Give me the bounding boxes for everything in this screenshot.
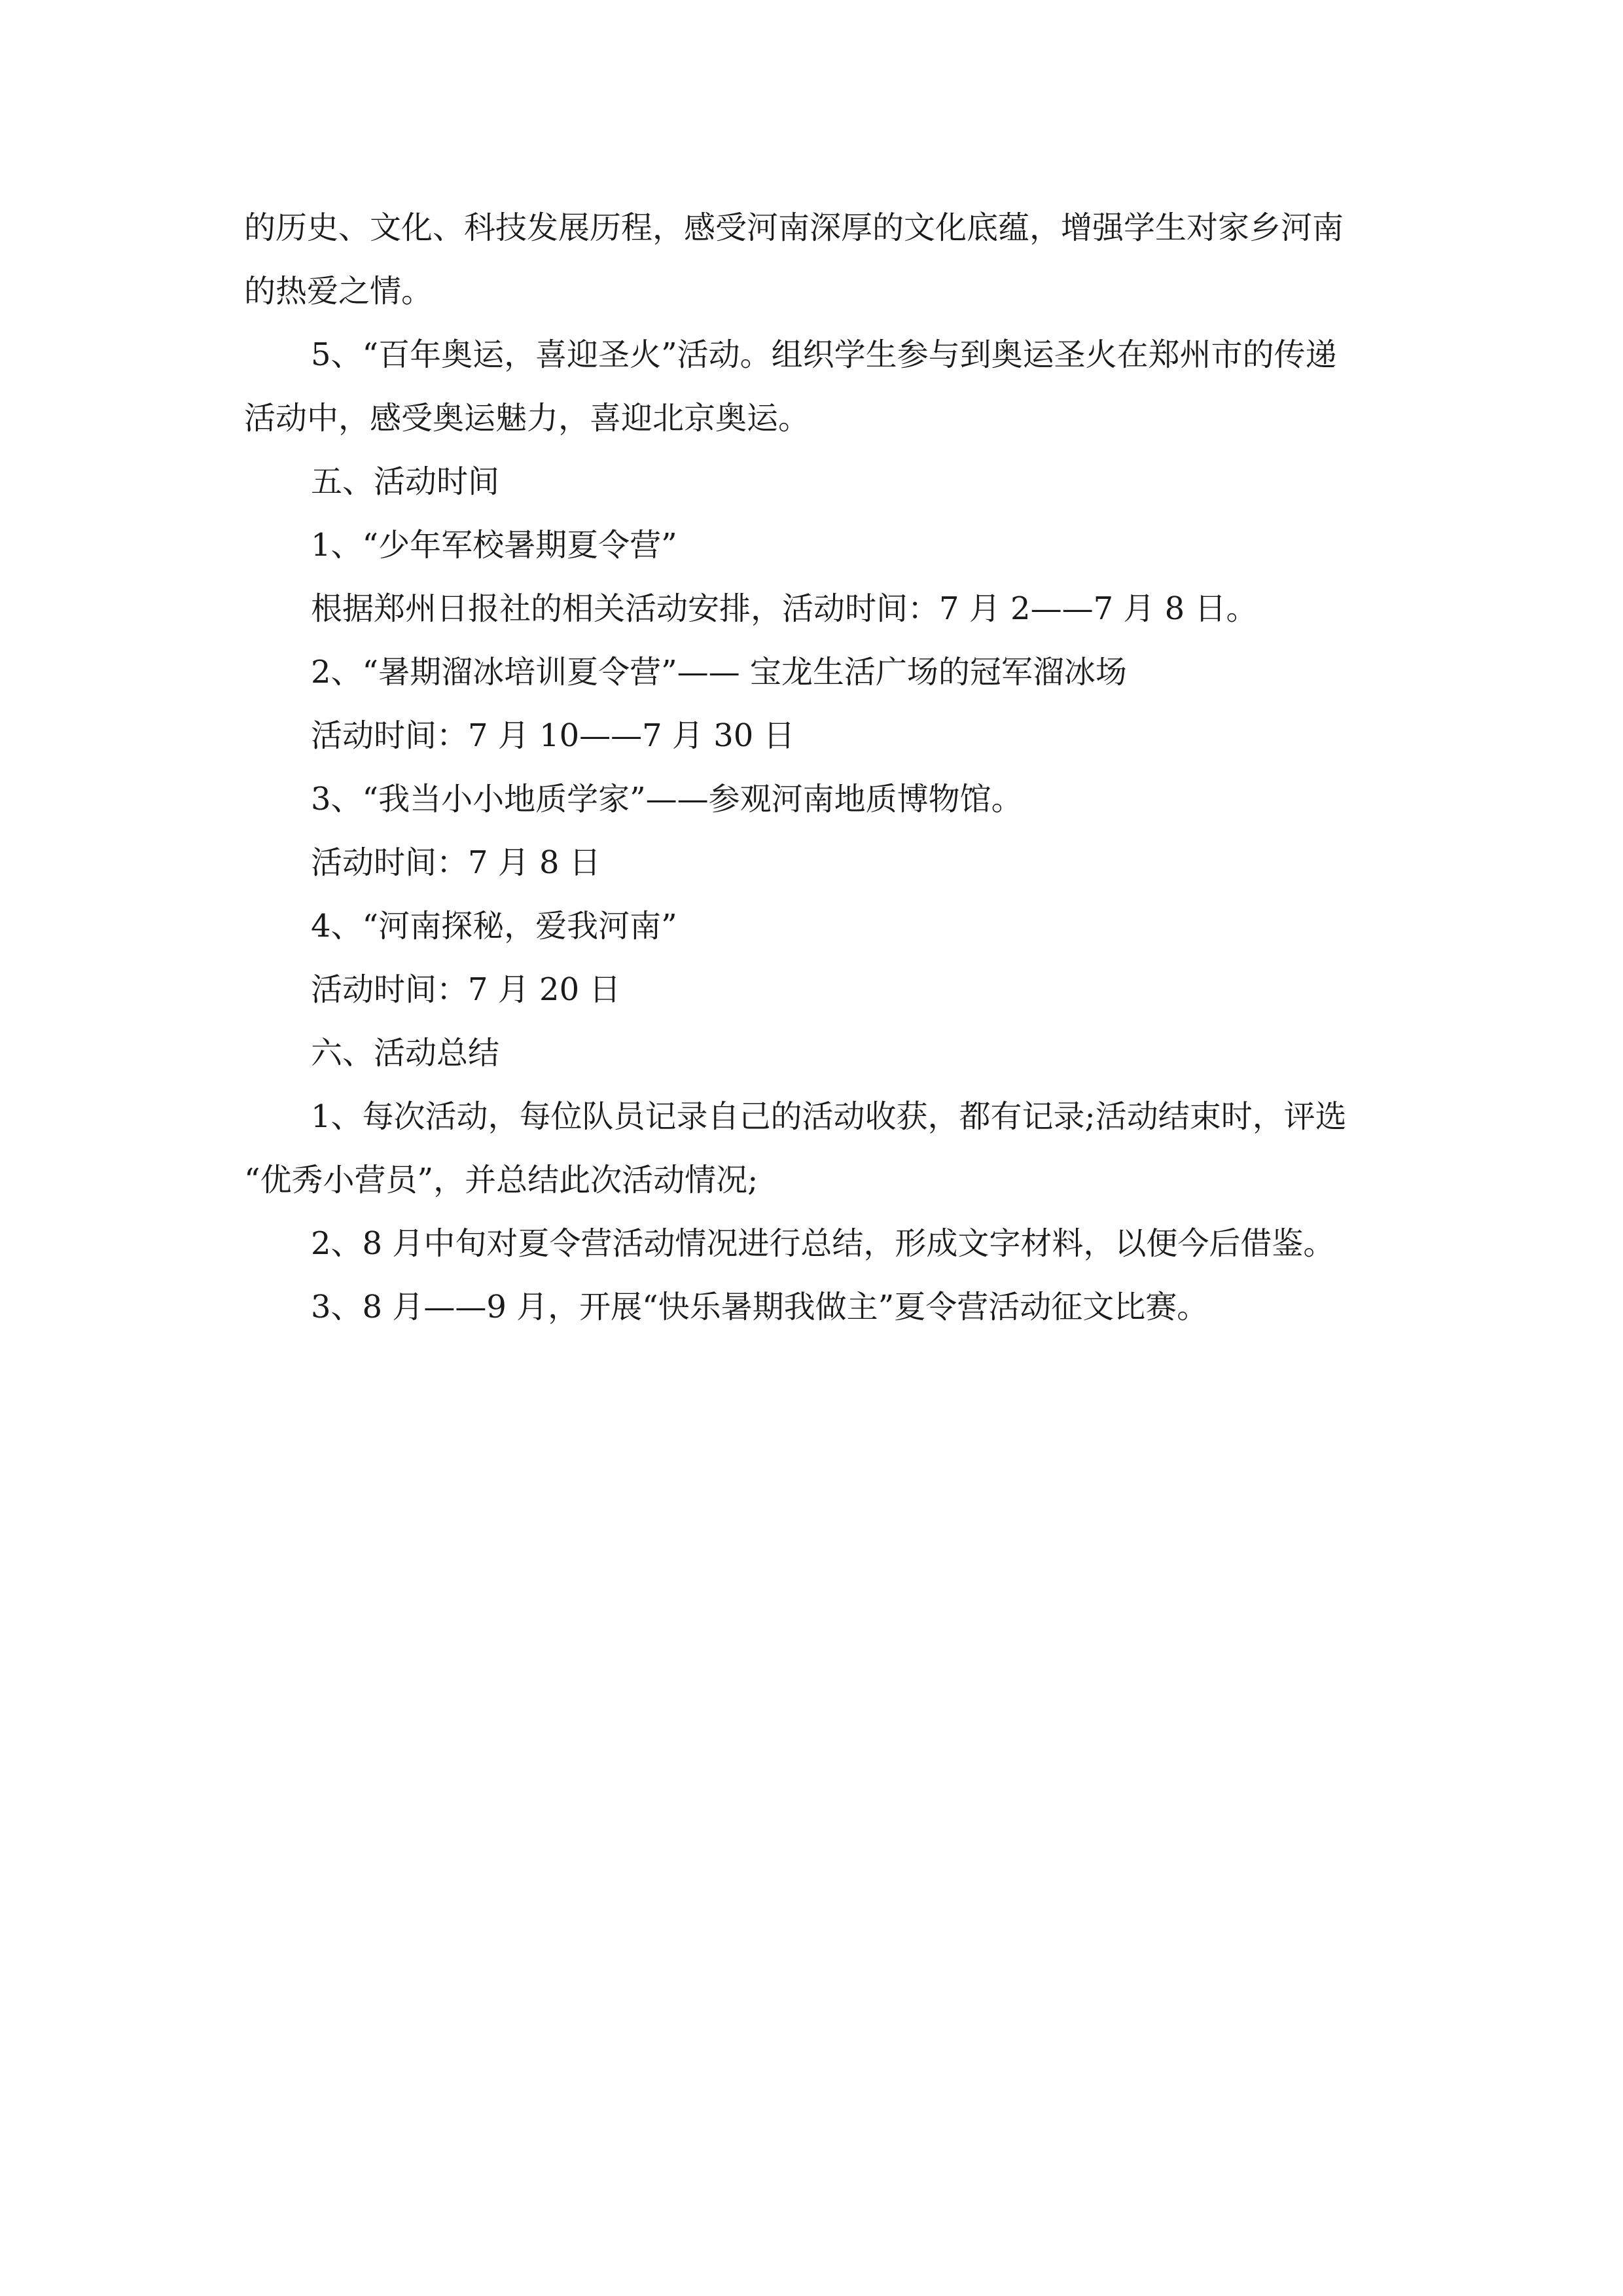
text-line: 的热爱之情。 bbox=[244, 273, 433, 310]
text-line: 活动中，感受奥运魅力，喜迎北京奥运。 bbox=[244, 400, 810, 437]
text-line: 5、“百年奥运，喜迎圣火”活动。组织学生参与到奥运圣火在郑州市的传递 bbox=[311, 336, 1337, 373]
section-heading: 六、活动总结 bbox=[311, 1035, 500, 1071]
activity-time: 活动时间：7 月 8 日 bbox=[311, 844, 601, 881]
activity-title: 1、“少年军校暑期夏令营” bbox=[311, 527, 677, 564]
text-line: 2、8 月中旬对夏令营活动情况进行总结，形成文字材料，以便今后借鉴。 bbox=[311, 1225, 1335, 1262]
text-line: 3、8 月——9 月，开展“快乐暑期我做主”夏令营活动征文比赛。 bbox=[311, 1289, 1209, 1325]
activity-time: 活动时间：7 月 20 日 bbox=[311, 971, 621, 1008]
activity-title: 4、“河南探秘，爱我河南” bbox=[311, 908, 677, 944]
activity-title: 3、“我当小小地质学家”——参观河南地质博物馆。 bbox=[311, 781, 1023, 817]
activity-time: 根据郑州日报社的相关活动安排，活动时间：7 月 2——7 月 8 日。 bbox=[311, 590, 1258, 627]
text-line: 的历史、文化、科技发展历程，感受河南深厚的文化底蕴，增强学生对家乡河南 bbox=[244, 209, 1344, 246]
section-heading: 五、活动时间 bbox=[311, 463, 500, 500]
activity-title: 2、“暑期溜冰培训夏令营”—— 宝龙生活广场的冠军溜冰场 bbox=[311, 654, 1127, 691]
activity-time: 活动时间：7 月 10——7 月 30 日 bbox=[311, 717, 795, 754]
document-body bbox=[244, 196, 1383, 1339]
text-line: “优秀小营员”，并总结此次活动情况; bbox=[244, 1162, 758, 1198]
text-line: 1、每次活动，每位队员记录自己的活动收获，都有记录;活动结束时，评选 bbox=[311, 1098, 1347, 1135]
